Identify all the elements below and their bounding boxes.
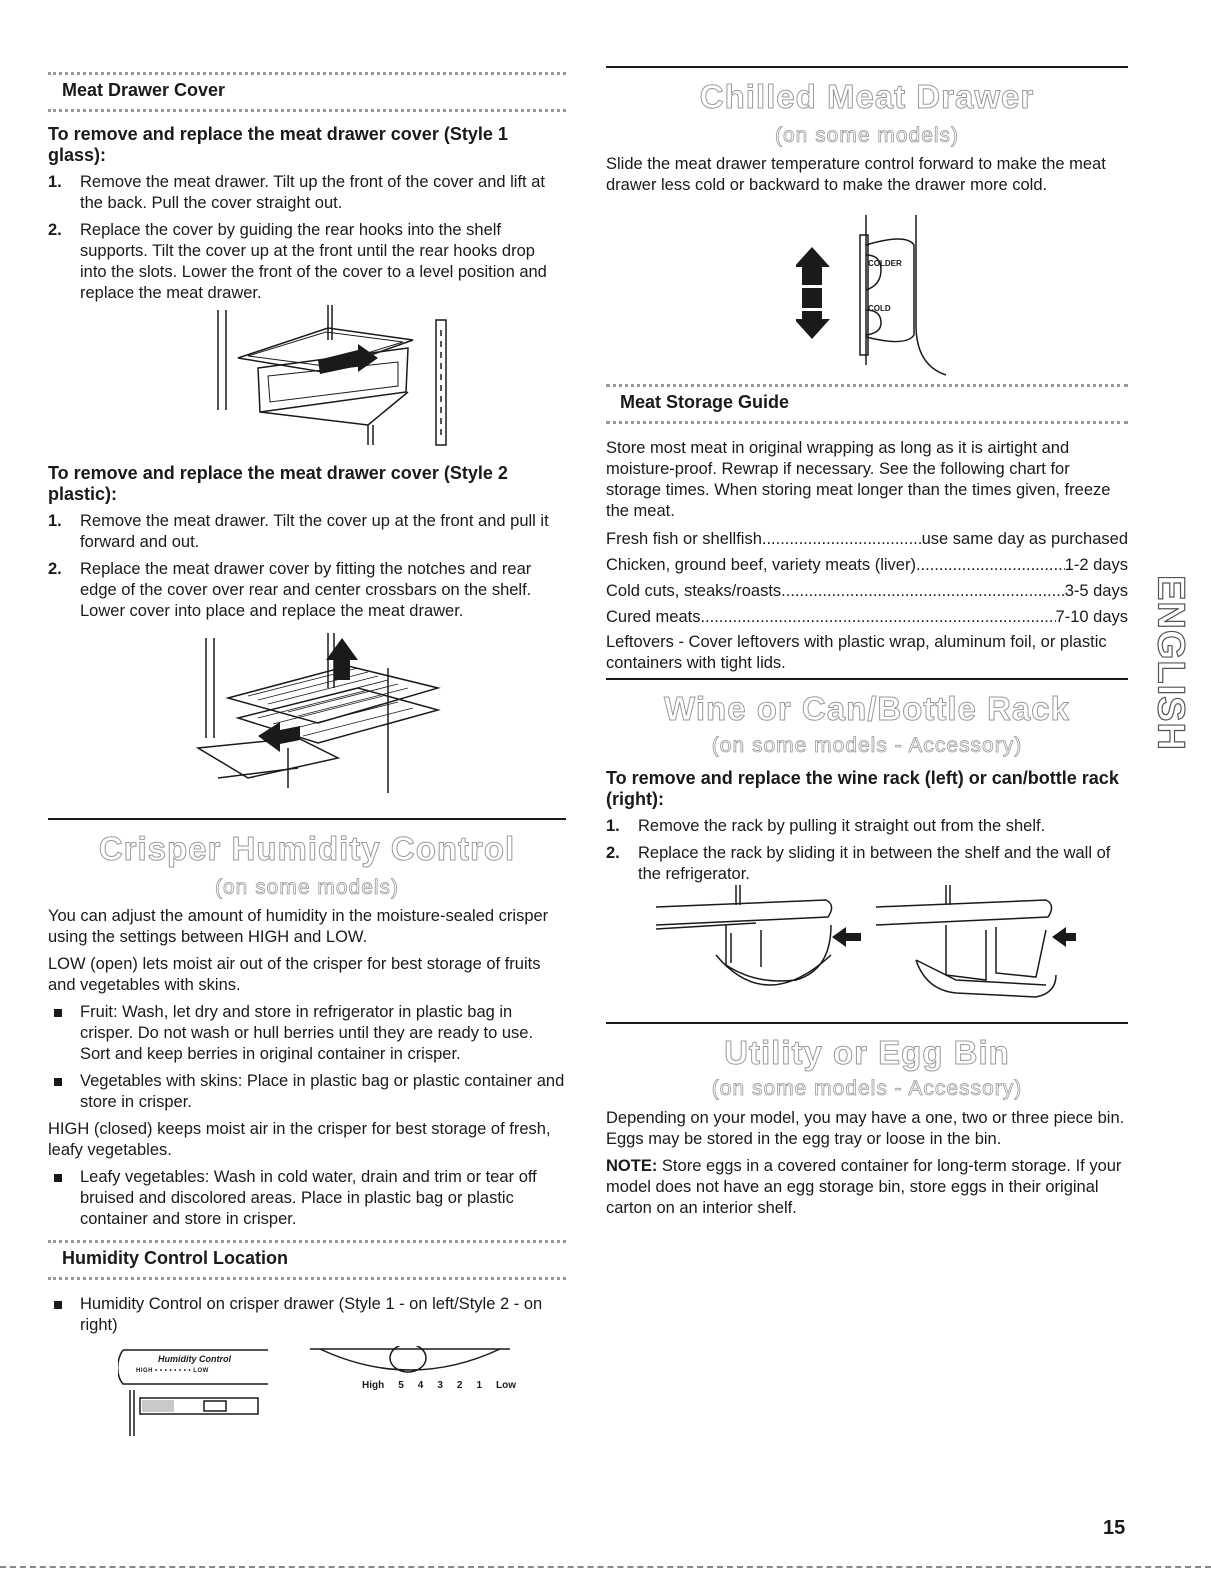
crisper-subtitle: (on some models) — [214, 876, 400, 899]
plastic-cover-illustration — [188, 628, 448, 798]
scale-4-label: 4 — [417, 1380, 424, 1391]
chilled-text: Slide the meat drawer temperature control forward to make the meat drawer less cold or backward to make the drawer more cold. — [606, 155, 1106, 194]
meat-guide-content — [606, 438, 1128, 674]
style2-instructions — [48, 463, 566, 622]
style1-heading: To remove and replace the meat drawer cover (Style 1 glass): — [48, 124, 508, 165]
humidity-control-label: Humidity Control — [158, 1354, 231, 1364]
utility-subtitle: (on some models - Accessory) — [711, 1077, 1023, 1100]
crisper-intro: You can adjust the amount of humidity in the moisture-sealed crisper using the settings between HIGH and LOW. — [48, 907, 549, 946]
humidity-location-bullet: Humidity Control on crisper drawer (Style 1 - on left/Style 2 - on right) — [48, 1294, 566, 1336]
crisper-low-text: LOW (open) lets moist air out of the crisper for best storage of fruits and vegetables with skins. — [48, 955, 541, 994]
humidity-location-title: Humidity Control Location — [62, 1248, 288, 1268]
side-tab-label: ENGLISH — [1149, 574, 1192, 751]
crisper-bullet-leafy: Leafy vegetables: Wash in cold water, drain and trim or tear off bruised and discolored areas. Place in plastic bag or plastic container and store in crisper. — [48, 1167, 566, 1230]
scale-high-label: High — [362, 1380, 385, 1391]
scale-3-label: 3 — [437, 1380, 443, 1391]
crisper-content — [48, 906, 566, 1230]
colder-label: COLDER — [868, 259, 902, 268]
humidity-control-scale-label: HIGH • • • • • • • • LOW — [136, 1368, 209, 1374]
humidity-scale — [362, 1380, 516, 1391]
meat-guide-intro: Store most meat in original wrapping as long as it is airtight and moisture-proof. Rewrap if necessary. See the following chart for storage times. When storing meat longer than the times given, freeze the meat. — [606, 439, 1111, 520]
meat-guide-leftovers: Leftovers - Cover leftovers with plastic wrap, aluminum foil, or plastic containers with tight lids. — [606, 633, 1107, 672]
meat-guide-table — [606, 526, 1128, 630]
scale-low-label: Low — [496, 1380, 517, 1391]
note-text: Store eggs in a covered container for long-term storage. If your model does not have an egg storage bin, store eggs in their original carton on an interior shelf. — [606, 1157, 1122, 1217]
crisper-section-rule — [48, 818, 566, 820]
wine-section-rule — [606, 678, 1128, 680]
wine-content — [606, 768, 1128, 885]
guide-row: Cured meats ..... 7-10 days — [606, 604, 1128, 630]
page-number: 15 — [1103, 1517, 1126, 1539]
chilled-subtitle: (on some models) — [774, 124, 960, 147]
style1-step-2: 2. Replace the cover by guiding the rear hooks into the shelf supports. Tilt the cover up at the front until the rear hooks drop into the slots. Lower the front of the cover to a level position and replace the meat drawer. — [48, 221, 547, 302]
crisper-bullet-vegetables: Vegetables with skins: Place in plastic bag or plastic container and store in crisper. — [48, 1071, 566, 1113]
guide-row: Cold cuts, steaks/roasts ..... 3-5 days — [606, 578, 1128, 604]
guide-row: Chicken, ground beef, variety meats (liver) ..... 1-2 days — [606, 552, 1128, 578]
meat-guide-title: Meat Storage Guide — [620, 392, 790, 412]
chilled-section-rule — [606, 66, 1128, 68]
style2-step-1: 1. Remove the meat drawer. Tilt the cover up at the front and pull it forward and out. — [48, 512, 549, 551]
glass-cover-illustration — [208, 300, 458, 450]
wine-title: Wine or Can/Bottle Rack — [664, 690, 1070, 727]
wine-step-1: 1. Remove the rack by pulling it straight out from the shelf. — [606, 817, 1046, 835]
crisper-bullet-fruit: Fruit: Wash, let dry and store in refrigerator in plastic bag in crisper. Do not wash or hull berries until they are ready to use. Sort and keep berries in original container in crisper. — [48, 1002, 566, 1065]
wine-subtitle: (on some models - Accessory) — [711, 734, 1023, 757]
meat-guide-subhead — [606, 384, 1128, 424]
scale-1-label: 1 — [476, 1380, 483, 1391]
language-side-tab — [1150, 565, 1190, 760]
utility-text: Depending on your model, you may have a one, two or three piece bin. Eggs may be stored in the egg tray or loose in the bin. — [606, 1109, 1125, 1148]
utility-note — [606, 1156, 1128, 1219]
style2-heading: To remove and replace the meat drawer cover (Style 2 plastic): — [48, 463, 508, 504]
note-label: NOTE: — [606, 1157, 658, 1175]
utility-content — [606, 1108, 1128, 1219]
crisper-title: Crisper Humidity Control — [98, 830, 516, 867]
meat-drawer-cover-title: Meat Drawer Cover — [62, 80, 226, 100]
utility-title: Utility or Egg Bin — [724, 1034, 1010, 1071]
scale-5-label: 5 — [398, 1380, 404, 1391]
humidity-control-style1-illustration — [118, 1346, 268, 1436]
scale-2-label: 2 — [456, 1380, 463, 1391]
cold-label: COLD — [868, 304, 891, 313]
guide-row: Fresh fish or shellfish ..... use same day as purchased — [606, 526, 1128, 552]
humidity-location-subhead — [48, 1240, 566, 1280]
humidity-control-style2-illustration — [310, 1346, 517, 1406]
bottom-edge — [0, 1566, 1211, 1568]
chilled-title: Chilled Meat Drawer — [699, 78, 1035, 115]
style1-step-1: 1. Remove the meat drawer. Tilt up the front of the cover and lift at the back. Pull the cover straight out. — [48, 173, 545, 212]
utility-section-rule — [606, 1022, 1128, 1024]
wine-step-2: 2. Replace the rack by sliding it in between the shelf and the wall of the refrigerator. — [606, 844, 1111, 883]
style2-step-2: 2. Replace the meat drawer cover by fitting the notches and rear edge of the cover over rear and center crossbars on the shelf. Lower cover into place and replace the meat drawer. — [48, 560, 532, 620]
humidity-location-content — [48, 1294, 566, 1336]
meat-drawer-cover-subhead — [48, 72, 566, 112]
crisper-high-text: HIGH (closed) keeps moist air in the crisper for best storage of fresh, leafy vegetables. — [48, 1120, 551, 1159]
style1-instructions — [48, 124, 566, 304]
wine-heading: To remove and replace the wine rack (left) or can/bottle rack (right): — [606, 768, 1119, 809]
temperature-control-illustration — [796, 215, 956, 377]
wine-rack-illustration — [656, 885, 1076, 1005]
